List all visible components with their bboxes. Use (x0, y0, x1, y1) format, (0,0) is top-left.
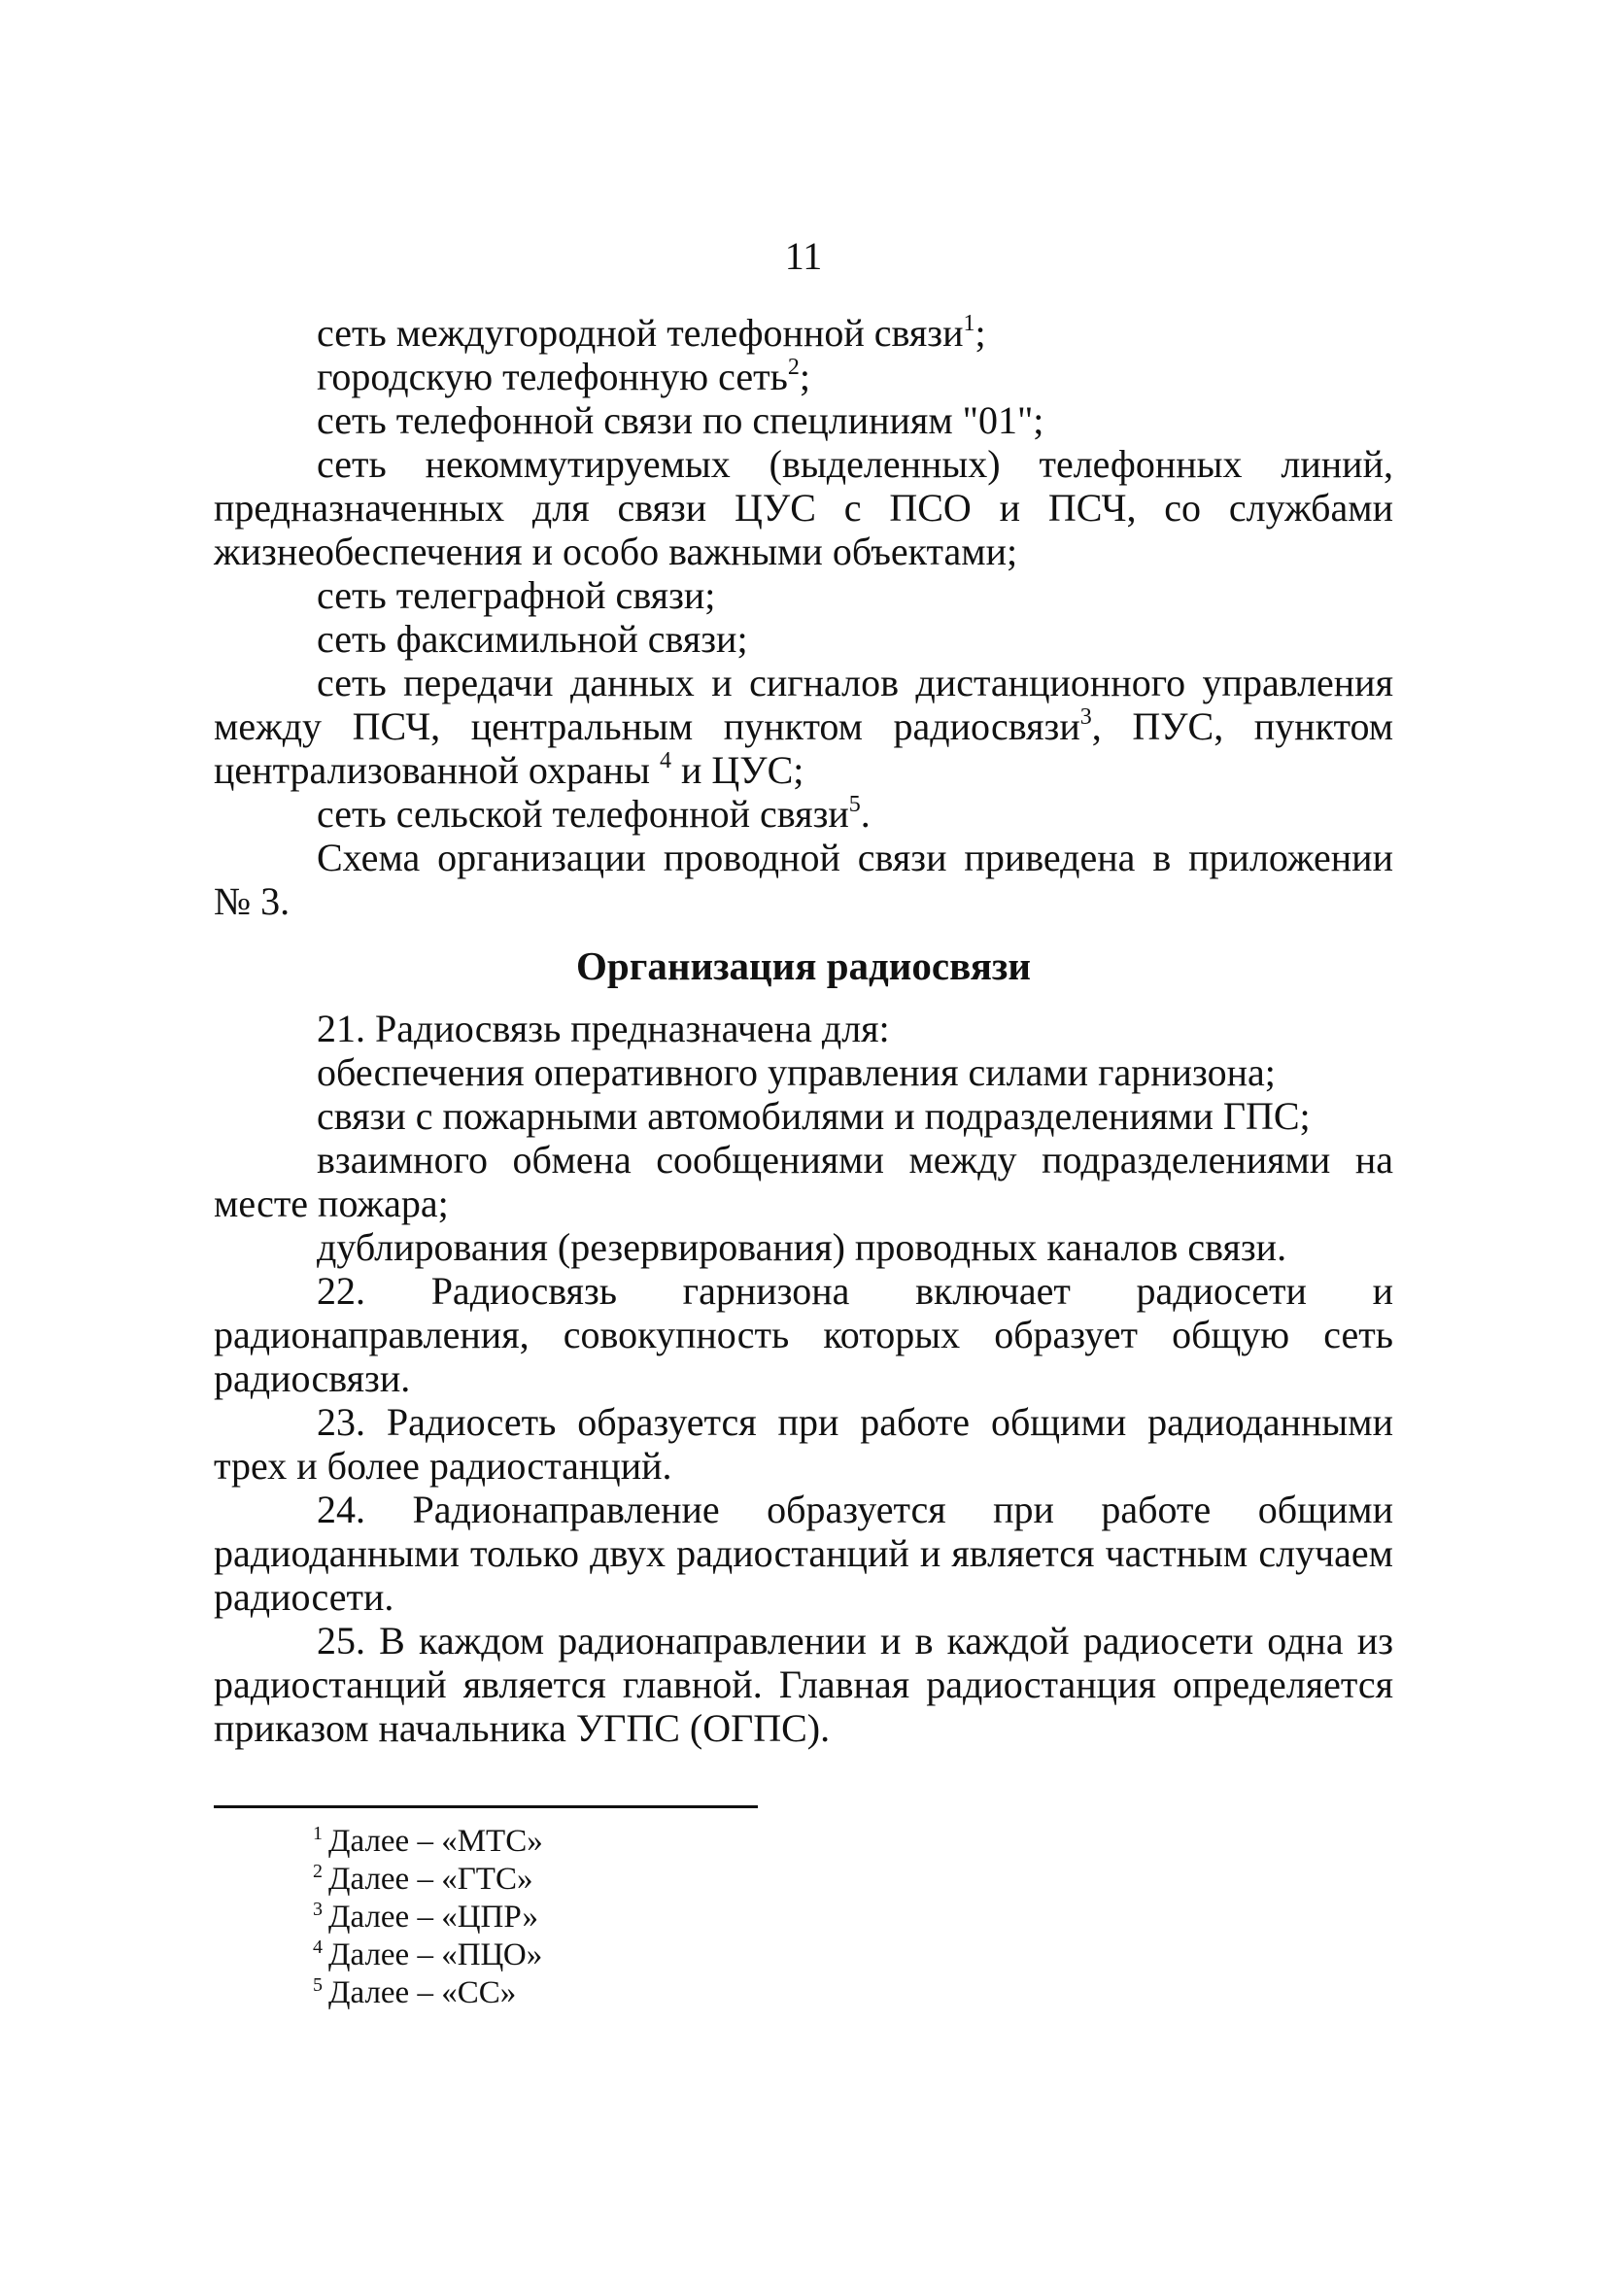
paragraph: взаимного обмена сообщениями между подразделениями на месте пожара; (214, 1138, 1393, 1225)
paragraph: городскую телефонную сеть$^2$; (317, 355, 811, 398)
footnote-number: 1 (313, 1823, 323, 1844)
paragraph: 21. Радиосвязь предназначена для: (317, 1007, 890, 1050)
paragraph: дублирования (резервирования) проводных каналов связи. (317, 1225, 1287, 1269)
paragraph: сеть телеграфной связи; (317, 573, 716, 617)
paragraph: сеть междугородной телефонной связи$^1$; (317, 311, 986, 355)
footnote-number: 2 (313, 1861, 323, 1882)
footnote-number: 4 (313, 1936, 323, 1958)
paragraph: сеть факсимильной связи; (317, 617, 748, 661)
paragraph: обеспечения оперативного управления силами гарнизона; (317, 1050, 1276, 1094)
footnote-ref: 5 (848, 792, 861, 817)
footnote-ref: 2 (787, 355, 800, 380)
footnote-item: $^4$ Далее – «ПЦО» (313, 1936, 543, 1972)
footnote-ref: 1 (963, 311, 975, 336)
paragraph: связи с пожарными автомобилями и подразделениями ГПС; (317, 1094, 1311, 1138)
paragraph: сеть передачи данных и сигналов дистанционного управления между ПСЧ, центральным пунктом радиосвязи$^3$, ПУС, пунктом централизованной охраны $^4$ и ЦУС; (214, 661, 1393, 792)
body-text (214, 311, 1393, 1750)
footnote-number: 3 (313, 1899, 323, 1920)
paragraph: 24. Радионаправление образуется при работе общими радиоданными только двух радиостанций и является частным случаем радиосети. (214, 1488, 1393, 1619)
section-heading: Организация радиосвязи (576, 943, 1031, 988)
paragraph: сеть сельской телефонной связи$^5$. (317, 792, 871, 836)
footnote-number: 5 (313, 1974, 323, 1996)
page-number: 11 (784, 234, 823, 278)
paragraph: Схема организации проводной связи приведена в приложении № 3. (214, 836, 1393, 923)
footnote-item: $^5$ Далее – «СС» (313, 1974, 517, 2010)
paragraph: сеть телефонной связи по спецлиниям "01"; (317, 398, 1044, 442)
footnote-ref: 4 (659, 748, 671, 773)
paragraph: 25. В каждом радионаправлении и в каждой радиосети одна из радиостанций является главной. Главная радиостанция определяется приказом начальника УГПС (ОГПС). (214, 1619, 1393, 1750)
footnote-divider (214, 1805, 758, 1808)
paragraph: сеть некоммутируемых (выделенных) телефонных линий, предназначенных для связи ЦУС с ПСО и ПСЧ, со службами жизнеобеспечения и особо важными объектами; (214, 442, 1393, 573)
footnote-item: $^3$ Далее – «ЦПР» (313, 1899, 539, 1935)
paragraph: 23. Радиосеть образуется при работе общими радиоданными трех и более радиостанций. (214, 1400, 1393, 1488)
footnotes (313, 1823, 543, 2012)
footnote-ref: 3 (1079, 704, 1092, 730)
paragraph: 22. Радиосвязь гарнизона включает радиосети и радионаправления, совокупность которых образует общую сеть радиосвязи. (214, 1269, 1393, 1400)
footnote-item: $^2$ Далее – «ГТС» (313, 1861, 533, 1897)
footnote-item: $^1$ Далее – «МТС» (313, 1823, 543, 1859)
